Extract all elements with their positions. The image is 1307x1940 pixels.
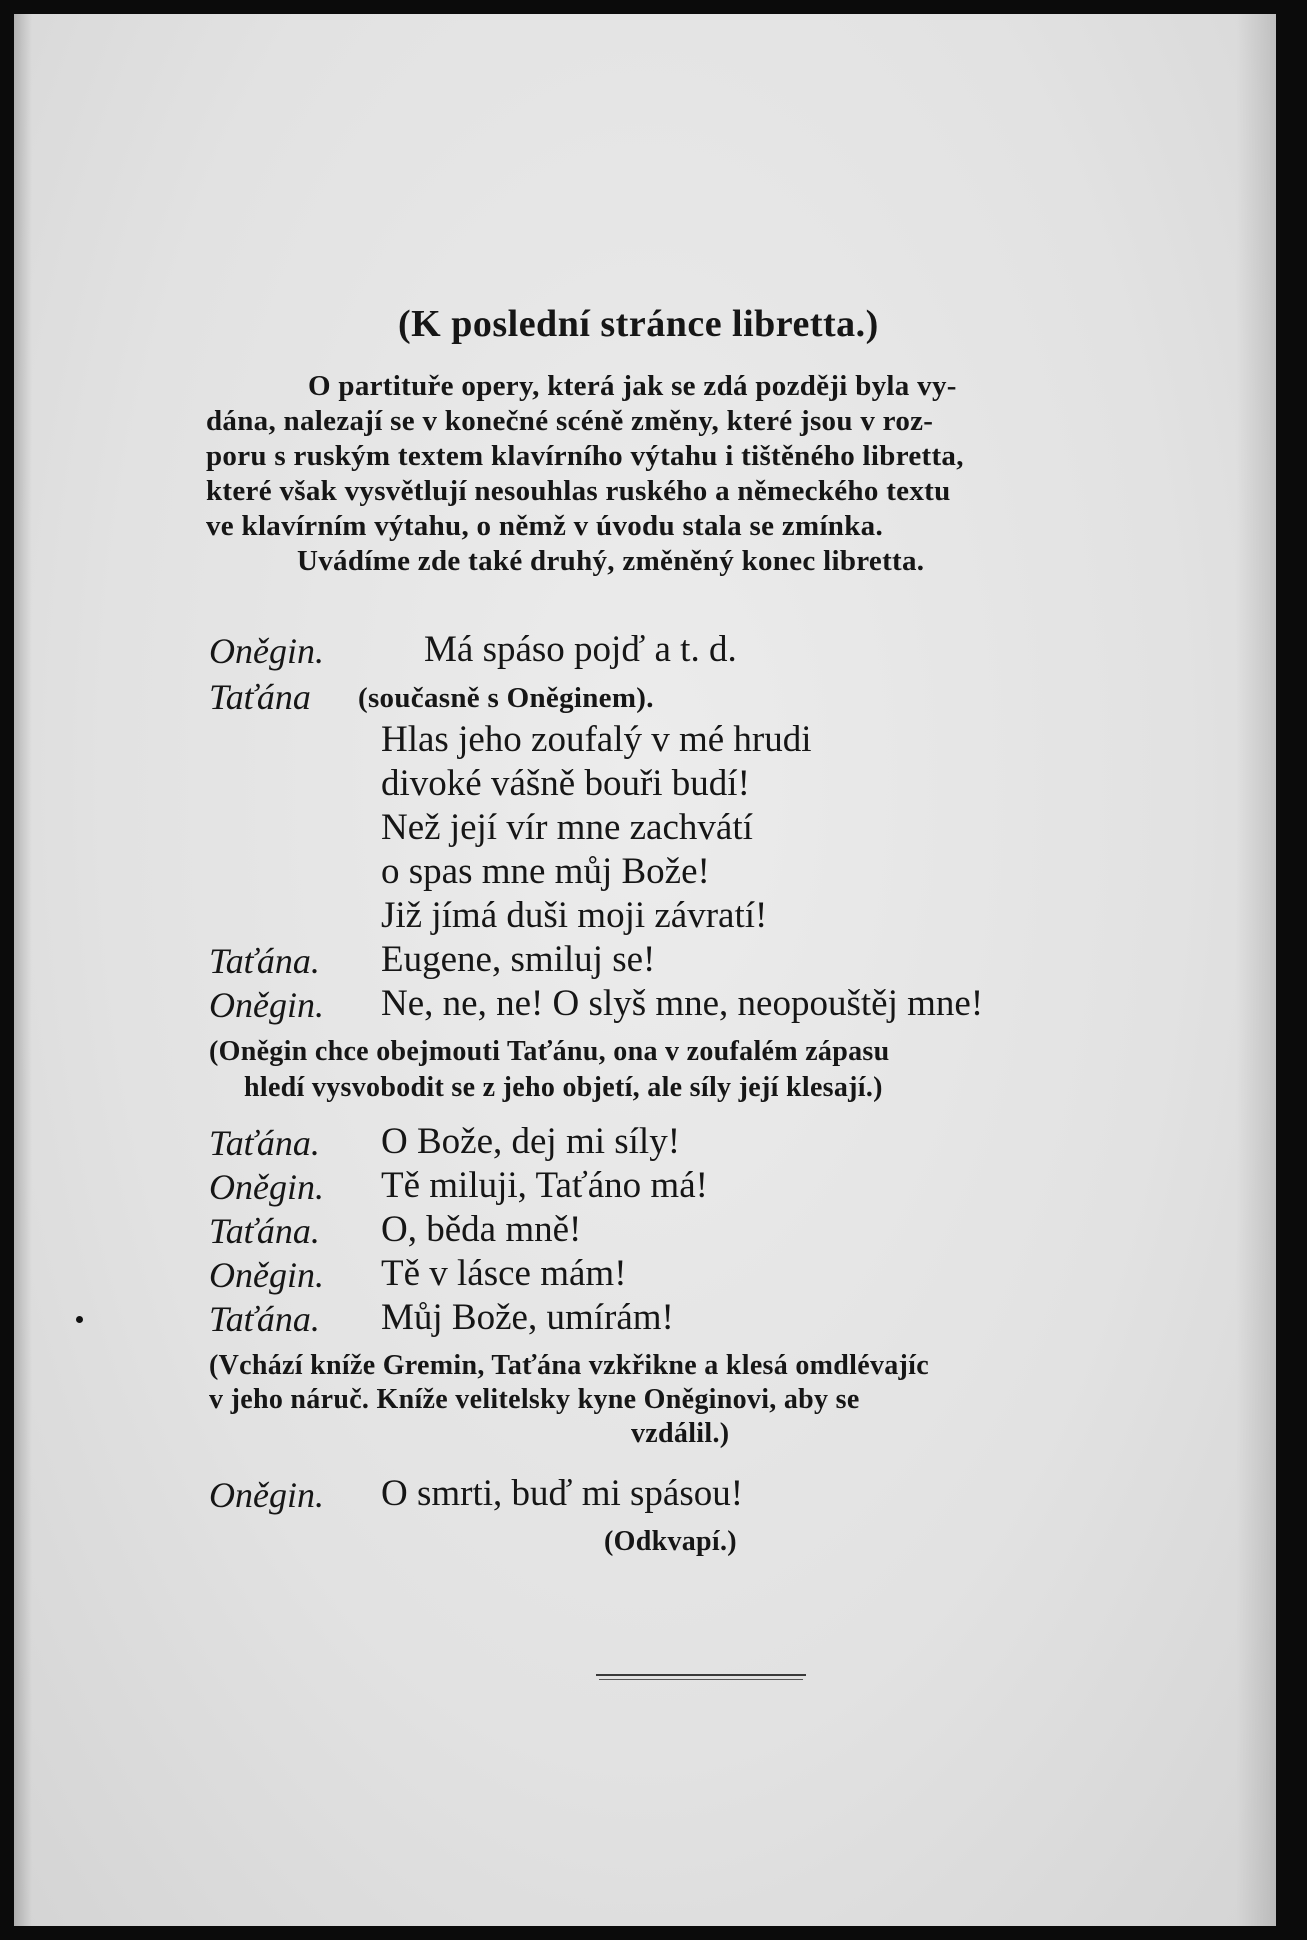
speaker-onegin: Oněgin. [209, 1475, 324, 1515]
verse-line-4: o spas mne můj Bože! [381, 851, 710, 892]
speech-line: Tě v lásce mám! [381, 1253, 627, 1294]
verse-line-3: Než její vír mne zachvátí [381, 807, 753, 848]
print-speck [76, 1316, 83, 1323]
book-page [14, 14, 1276, 1926]
page-left-shadow [14, 14, 32, 1926]
stage-direction-line-1: (Oněgin chce obejmouti Taťánu, ona v zoufalém zápasu [209, 1036, 890, 1067]
speaker-onegin: Oněgin. [209, 1167, 324, 1207]
speech-line: Ne, ne, ne! O slyš mne, neopouštěj mne! [381, 983, 984, 1024]
intro-line-2: dána, nalezají se v konečné scéně změny, které jsou v roz- [206, 405, 934, 437]
ornamental-rule-thin [599, 1679, 803, 1681]
stage-direction-exit: (Odkvapí.) [604, 1526, 737, 1557]
page-right-shadow [1236, 14, 1276, 1926]
intro-line-5: ve klavírním výtahu, o němž v úvodu stala se zmínka. [206, 510, 884, 542]
speech-line: Eugene, smiluj se! [381, 939, 656, 980]
speaker-onegin: Oněgin. [209, 631, 324, 671]
speaker-onegin: Oněgin. [209, 985, 324, 1025]
stage-direction-line-3: vzdálil.) [631, 1418, 730, 1449]
speech-line: Má spáso pojď a t. d. [424, 629, 737, 670]
stage-direction-line-2: v jeho náruč. Kníže velitelsky kyne Oněginovi, aby se [209, 1384, 860, 1415]
intro-line-3: poru s ruským textem klavírního výtahu i tištěného libretta, [206, 440, 964, 472]
verse-line-2: divoké vášně bouři budí! [381, 763, 750, 804]
verse-line-1: Hlas jeho zoufalý v mé hrudi [381, 719, 812, 760]
stage-direction-line-2: hledí vysvobodit se z jeho objetí, ale síly její klesají.) [244, 1072, 883, 1103]
speaker-tatana: Taťána. [209, 1211, 320, 1251]
speech-line: Tě miluji, Taťáno má! [381, 1165, 708, 1206]
speaker-onegin: Oněgin. [209, 1255, 324, 1295]
speech-line: O, běda mně! [381, 1209, 582, 1250]
speech-line: Můj Bože, umírám! [381, 1297, 674, 1338]
speaker-tatana: Taťána [209, 677, 311, 717]
stage-direction-line-1: (Vchází kníže Gremin, Taťána vzkřikne a klesá omdlévajíc [209, 1350, 929, 1381]
speaker-tatana: Taťána. [209, 1123, 320, 1163]
speech-line: O smrti, buď mi spásou! [381, 1473, 744, 1514]
intro-line-1: O partituře opery, která jak se zdá později byla vy- [308, 370, 957, 402]
intro-line-6: Uvádíme zde také druhý, změněný konec libretta. [297, 545, 925, 577]
speech-line: O Bože, dej mi síly! [381, 1121, 681, 1162]
speaker-tatana: Taťána. [209, 941, 320, 981]
section-title: (K poslední stránce libretta.) [398, 303, 879, 345]
intro-line-4: které však vysvětlují nesouhlas ruského a německého textu [206, 475, 951, 507]
speaker-tatana: Taťána. [209, 1299, 320, 1339]
verse-line-5: Již jímá duši moji závratí! [381, 895, 768, 936]
stage-note-simultaneous: (současně s Oněginem). [358, 682, 654, 714]
